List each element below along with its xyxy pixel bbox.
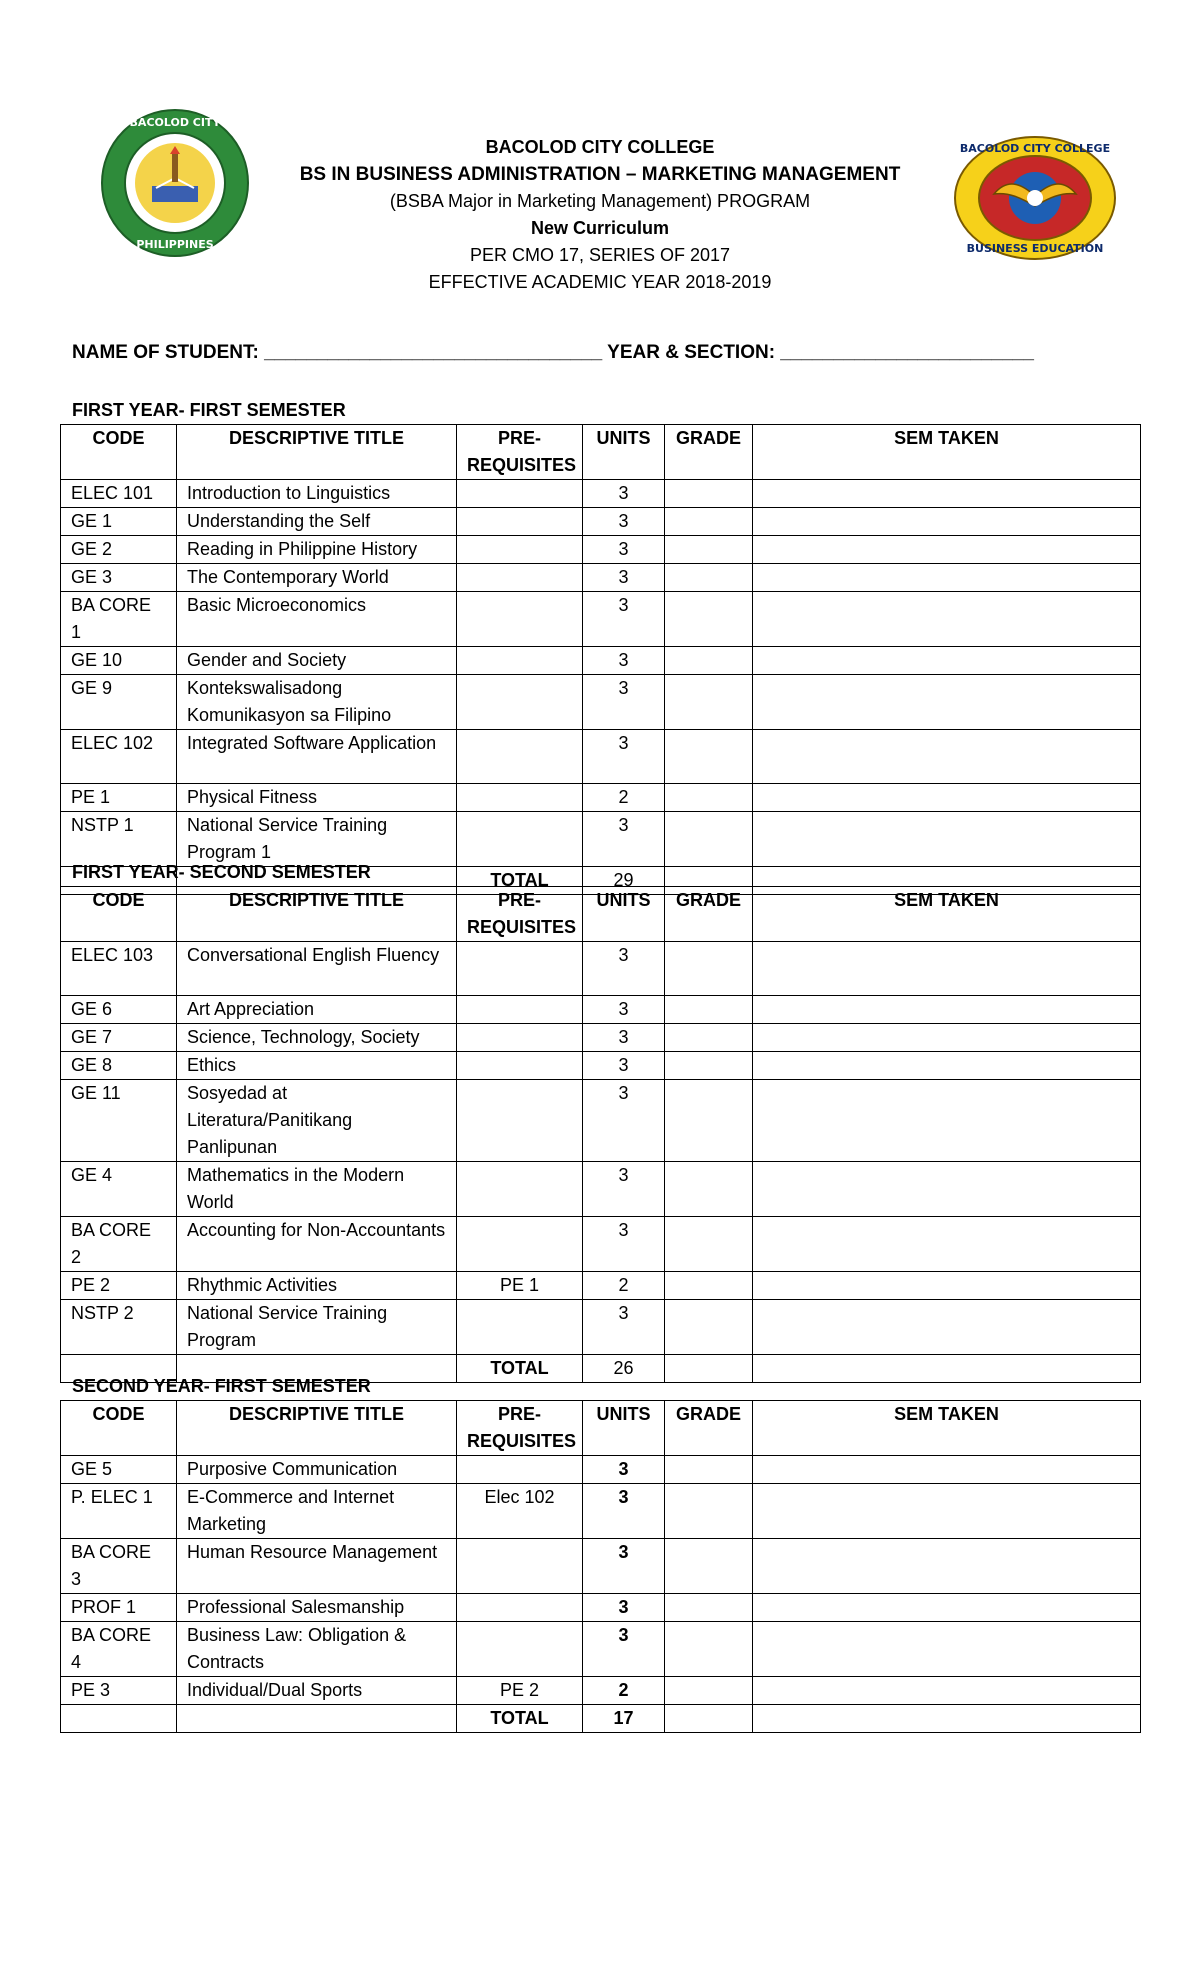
table-row: [61, 1456, 1141, 1484]
curriculum-table: [60, 1400, 1141, 1733]
total-units: 29: [583, 867, 665, 895]
course-units: 3: [583, 996, 665, 1024]
sem-taken-cell[interactable]: [753, 1052, 1141, 1080]
course-prereq: [457, 1622, 583, 1677]
sem-taken-cell[interactable]: [753, 996, 1141, 1024]
table-row: [61, 1024, 1141, 1052]
table-header-row: [61, 425, 1141, 480]
course-code: GE 4: [61, 1162, 177, 1217]
course-units: 3: [583, 564, 665, 592]
sem-taken-cell[interactable]: [753, 536, 1141, 564]
course-prereq: [457, 942, 583, 996]
grade-cell[interactable]: [665, 592, 753, 647]
course-title: Individual/Dual Sports: [177, 1677, 457, 1705]
course-prereq: [457, 812, 583, 867]
course-code: PE 2: [61, 1272, 177, 1300]
table-header-row: [61, 887, 1141, 942]
course-prereq: [457, 675, 583, 730]
course-title: E-Commerce and Internet Marketing: [177, 1484, 457, 1539]
grade-cell[interactable]: [665, 1539, 753, 1594]
curriculum-table: [60, 424, 1141, 895]
table-row: [61, 1217, 1141, 1272]
section-title: FIRST YEAR- SECOND SEMESTER: [72, 862, 371, 882]
course-units: 3: [583, 1217, 665, 1272]
table-row: [61, 1484, 1141, 1539]
course-units: 3: [583, 592, 665, 647]
grade-cell[interactable]: [665, 1622, 753, 1677]
sem-taken-cell[interactable]: [753, 508, 1141, 536]
course-units: 3: [583, 480, 665, 508]
table-row: [61, 784, 1141, 812]
course-units: 3: [583, 1484, 665, 1539]
course-code: P. ELEC 1: [61, 1484, 177, 1539]
total-sem: [753, 1355, 1141, 1383]
course-title: National Service Training Program: [177, 1300, 457, 1355]
column-header-prereq: PRE- REQUISITES: [457, 425, 583, 480]
grade-cell[interactable]: [665, 784, 753, 812]
course-title: Introduction to Linguistics: [177, 480, 457, 508]
grade-cell[interactable]: [665, 675, 753, 730]
column-header-units: UNITS: [583, 887, 665, 942]
course-units: 3: [583, 1456, 665, 1484]
sem-taken-cell[interactable]: [753, 1456, 1141, 1484]
course-units: 3: [583, 1162, 665, 1217]
table-header-row: [61, 1401, 1141, 1456]
sem-taken-cell[interactable]: [753, 942, 1141, 996]
column-header-grade: GRADE: [665, 887, 753, 942]
course-title: Art Appreciation: [177, 996, 457, 1024]
course-units: 3: [583, 1594, 665, 1622]
column-header-units: UNITS: [583, 1401, 665, 1456]
course-title: Purposive Communication: [177, 1456, 457, 1484]
sem-taken-cell[interactable]: [753, 1300, 1141, 1355]
svg-text:BACOLOD CITY: BACOLOD CITY: [129, 116, 221, 129]
column-header-title: DESCRIPTIVE TITLE: [177, 425, 457, 480]
course-units: 3: [583, 1539, 665, 1594]
course-title: Basic Microeconomics: [177, 592, 457, 647]
course-code: PROF 1: [61, 1594, 177, 1622]
total-sem: [753, 1705, 1141, 1733]
total-blank: [61, 1705, 177, 1733]
course-code: ELEC 103: [61, 942, 177, 996]
course-units: 3: [583, 812, 665, 867]
svg-text:PHILIPPINES: PHILIPPINES: [136, 238, 214, 251]
table-row: [61, 536, 1141, 564]
course-prereq: [457, 1080, 583, 1162]
course-prereq: PE 2: [457, 1677, 583, 1705]
course-title: Science, Technology, Society: [177, 1024, 457, 1052]
table-row: [61, 592, 1141, 647]
course-code: ELEC 101: [61, 480, 177, 508]
course-code: GE 3: [61, 564, 177, 592]
total-blank: [177, 1705, 457, 1733]
sem-taken-cell[interactable]: [753, 1162, 1141, 1217]
course-code: ELEC 102: [61, 730, 177, 784]
course-prereq: [457, 564, 583, 592]
table-row: [61, 1300, 1141, 1355]
sem-taken-cell[interactable]: [753, 730, 1141, 784]
sem-taken-cell[interactable]: [753, 1272, 1141, 1300]
table-row: [61, 675, 1141, 730]
course-code: BA CORE 2: [61, 1217, 177, 1272]
course-prereq: [457, 1162, 583, 1217]
total-label: TOTAL: [457, 1355, 583, 1383]
sem-taken-cell[interactable]: [753, 592, 1141, 647]
course-prereq: [457, 1300, 583, 1355]
cmo-reference: PER CMO 17, SERIES OF 2017: [469, 245, 731, 265]
table-row: [61, 1594, 1141, 1622]
grade-cell[interactable]: [665, 1484, 753, 1539]
course-title: Sosyedad at Literatura/Panitikang Panlipunan: [177, 1080, 457, 1162]
sem-taken-cell[interactable]: [753, 1024, 1141, 1052]
sem-taken-cell[interactable]: [753, 1677, 1141, 1705]
column-header-prereq: PRE- REQUISITES: [457, 1401, 583, 1456]
grade-cell[interactable]: [665, 1052, 753, 1080]
course-code: PE 3: [61, 1677, 177, 1705]
course-title: Physical Fitness: [177, 784, 457, 812]
sem-taken-cell[interactable]: [753, 1080, 1141, 1162]
course-code: BA CORE 1: [61, 592, 177, 647]
course-prereq: [457, 1456, 583, 1484]
course-code: GE 9: [61, 675, 177, 730]
total-units: 17: [583, 1705, 665, 1733]
section-title: FIRST YEAR- FIRST SEMESTER: [72, 400, 346, 420]
course-title: The Contemporary World: [177, 564, 457, 592]
course-prereq: [457, 536, 583, 564]
column-header-title: DESCRIPTIVE TITLE: [177, 887, 457, 942]
course-prereq: Elec 102: [457, 1484, 583, 1539]
grade-cell[interactable]: [665, 1300, 753, 1355]
sem-taken-cell[interactable]: [753, 1594, 1141, 1622]
course-units: 3: [583, 508, 665, 536]
column-header-code: CODE: [61, 887, 177, 942]
curriculum-label: New Curriculum: [530, 218, 670, 238]
course-title: Professional Salesmanship: [177, 1594, 457, 1622]
effective-year: EFFECTIVE ACADEMIC YEAR 2018-2019: [428, 272, 772, 292]
course-units: 3: [583, 1622, 665, 1677]
course-code: GE 2: [61, 536, 177, 564]
sem-taken-cell[interactable]: [753, 812, 1141, 867]
grade-cell[interactable]: [665, 536, 753, 564]
column-header-sem-taken: SEM TAKEN: [753, 887, 1141, 942]
sem-taken-cell[interactable]: [753, 1217, 1141, 1272]
table-row: [61, 1080, 1141, 1162]
college-name: BACOLOD CITY COLLEGE: [485, 137, 715, 157]
grade-cell[interactable]: [665, 1594, 753, 1622]
grade-cell[interactable]: [665, 564, 753, 592]
sem-taken-cell[interactable]: [753, 1539, 1141, 1594]
grade-cell[interactable]: [665, 508, 753, 536]
course-code: PE 1: [61, 784, 177, 812]
course-units: 3: [583, 675, 665, 730]
column-header-sem-taken: SEM TAKEN: [753, 1401, 1141, 1456]
course-prereq: [457, 592, 583, 647]
course-title: Reading in Philippine History: [177, 536, 457, 564]
course-title: Integrated Software Application: [177, 730, 457, 784]
grade-cell[interactable]: [665, 1080, 753, 1162]
table-row: [61, 1272, 1141, 1300]
course-units: 3: [583, 536, 665, 564]
grade-cell[interactable]: [665, 1677, 753, 1705]
column-header-grade: GRADE: [665, 1401, 753, 1456]
table-row: [61, 996, 1141, 1024]
grade-cell[interactable]: [665, 1217, 753, 1272]
column-header-grade: GRADE: [665, 425, 753, 480]
total-label: TOTAL: [457, 867, 583, 895]
column-header-sem-taken: SEM TAKEN: [753, 425, 1141, 480]
total-label: TOTAL: [457, 1705, 583, 1733]
table-row: [61, 480, 1141, 508]
svg-text:BUSINESS EDUCATION: BUSINESS EDUCATION: [966, 242, 1104, 255]
course-code: NSTP 1: [61, 812, 177, 867]
grade-cell[interactable]: [665, 1456, 753, 1484]
course-units: 3: [583, 730, 665, 784]
document-header: [200, 134, 1000, 296]
course-code: BA CORE 3: [61, 1539, 177, 1594]
course-units: 3: [583, 942, 665, 996]
course-prereq: [457, 784, 583, 812]
course-title: Business Law: Obligation & Contracts: [177, 1622, 457, 1677]
course-title: Rhythmic Activities: [177, 1272, 457, 1300]
course-code: GE 6: [61, 996, 177, 1024]
grade-cell[interactable]: [665, 942, 753, 996]
course-units: 2: [583, 1272, 665, 1300]
table-row: [61, 730, 1141, 784]
grade-cell[interactable]: [665, 1162, 753, 1217]
total-row: [61, 1705, 1141, 1733]
course-prereq: [457, 647, 583, 675]
course-code: NSTP 2: [61, 1300, 177, 1355]
course-title: Human Resource Management: [177, 1539, 457, 1594]
svg-text:BACOLOD CITY COLLEGE: BACOLOD CITY COLLEGE: [959, 142, 1111, 155]
table-row: [61, 647, 1141, 675]
sem-taken-cell[interactable]: [753, 480, 1141, 508]
program-name: BS IN BUSINESS ADMINISTRATION – MARKETING MANAGEMENT: [299, 164, 901, 185]
grade-cell[interactable]: [665, 480, 753, 508]
table-row: [61, 1677, 1141, 1705]
course-prereq: [457, 1539, 583, 1594]
course-title: National Service Training Program 1: [177, 812, 457, 867]
column-header-code: CODE: [61, 425, 177, 480]
column-header-code: CODE: [61, 1401, 177, 1456]
course-code: GE 8: [61, 1052, 177, 1080]
grade-cell[interactable]: [665, 996, 753, 1024]
course-code: GE 10: [61, 647, 177, 675]
course-code: GE 7: [61, 1024, 177, 1052]
course-title: Understanding the Self: [177, 508, 457, 536]
course-units: 3: [583, 1300, 665, 1355]
grade-cell[interactable]: [665, 1024, 753, 1052]
course-prereq: [457, 730, 583, 784]
curriculum-table: [60, 886, 1141, 1383]
course-prereq: PE 1: [457, 1272, 583, 1300]
course-prereq: [457, 1052, 583, 1080]
course-prereq: [457, 996, 583, 1024]
course-prereq: [457, 508, 583, 536]
course-units: 2: [583, 1677, 665, 1705]
course-title: Gender and Society: [177, 647, 457, 675]
course-code: GE 11: [61, 1080, 177, 1162]
total-units: 26: [583, 1355, 665, 1383]
course-prereq: [457, 1024, 583, 1052]
sem-taken-cell[interactable]: [753, 647, 1141, 675]
section-title: SECOND YEAR- FIRST SEMESTER: [72, 1376, 371, 1396]
table-row: [61, 1539, 1141, 1594]
table-row: [61, 564, 1141, 592]
course-units: 3: [583, 1024, 665, 1052]
column-header-prereq: PRE- REQUISITES: [457, 887, 583, 942]
grade-cell[interactable]: [665, 1272, 753, 1300]
course-units: 3: [583, 647, 665, 675]
student-info-line: NAME OF STUDENT: ________________________________ YEAR & SECTION: ________________________: [72, 342, 1034, 363]
total-grade: [665, 1355, 753, 1383]
course-units: 2: [583, 784, 665, 812]
column-header-title: DESCRIPTIVE TITLE: [177, 1401, 457, 1456]
grade-cell[interactable]: [665, 730, 753, 784]
course-title: Conversational English Fluency: [177, 942, 457, 996]
course-title: Kontekswalisadong Komunikasyon sa Filipino: [177, 675, 457, 730]
sem-taken-cell[interactable]: [753, 1484, 1141, 1539]
course-title: Ethics: [177, 1052, 457, 1080]
course-title: Mathematics in the Modern World: [177, 1162, 457, 1217]
program-subtitle: (BSBA Major in Marketing Management) PROGRAM: [389, 191, 811, 211]
table-row: [61, 508, 1141, 536]
table-row: [61, 1052, 1141, 1080]
table-row: [61, 812, 1141, 867]
column-header-units: UNITS: [583, 425, 665, 480]
total-grade: [665, 1705, 753, 1733]
table-row: [61, 942, 1141, 996]
table-row: [61, 1622, 1141, 1677]
sem-taken-cell[interactable]: [753, 784, 1141, 812]
table-row: [61, 1162, 1141, 1217]
grade-cell[interactable]: [665, 812, 753, 867]
sem-taken-cell[interactable]: [753, 1622, 1141, 1677]
course-prereq: [457, 1217, 583, 1272]
sem-taken-cell[interactable]: [753, 675, 1141, 730]
course-units: 3: [583, 1052, 665, 1080]
course-code: BA CORE 4: [61, 1622, 177, 1677]
course-code: GE 1: [61, 508, 177, 536]
grade-cell[interactable]: [665, 647, 753, 675]
course-prereq: [457, 1594, 583, 1622]
course-prereq: [457, 480, 583, 508]
course-units: 3: [583, 1080, 665, 1162]
sem-taken-cell[interactable]: [753, 564, 1141, 592]
course-title: Accounting for Non-Accountants: [177, 1217, 457, 1272]
course-code: GE 5: [61, 1456, 177, 1484]
